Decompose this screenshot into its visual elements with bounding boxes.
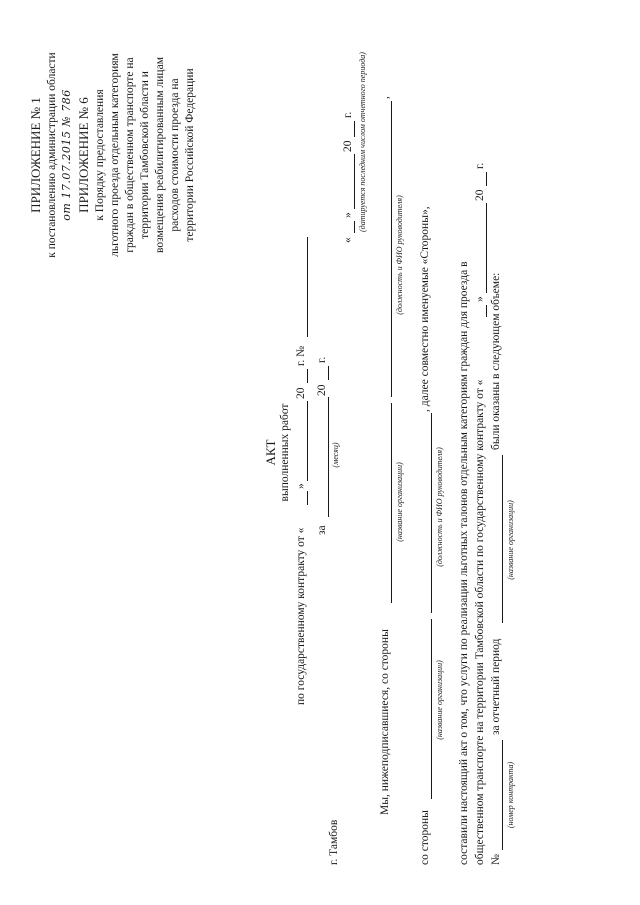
date-year-blank <box>354 121 355 137</box>
contract-number-label: г. № <box>295 345 307 366</box>
act-statement-line1: составили настоящий акт о том, что услуги по реализации льготных талонов отдельным категориям граждан для проезда в <box>458 261 470 865</box>
contract-year-blank <box>307 369 308 383</box>
date-quote-close: » <box>342 212 354 218</box>
party2-org-blank <box>431 619 432 799</box>
period-prefix: за <box>316 525 328 535</box>
appendix6-line: к Порядку предоставления <box>94 89 106 221</box>
contract2-quote-close: » <box>474 296 486 302</box>
party1-org-caption: (название организации) <box>395 462 404 542</box>
party1-org-blank <box>391 403 392 603</box>
period-year: 20 <box>316 384 328 396</box>
party2-position-blank <box>431 413 432 613</box>
contract2-year: 20 <box>474 189 486 201</box>
period-suffix: г. <box>316 356 328 363</box>
date-month-blank <box>354 154 355 209</box>
handwritten-date-number: от 17.07.2015 № 786 <box>60 89 73 221</box>
contract-year: 20 <box>295 387 307 399</box>
party1-position-caption: (должность и ФИО руководителя) <box>395 195 404 315</box>
period-month-blank <box>328 397 329 517</box>
act-statement-line2: общественном транспорте на территории Тамбовской области по государственному контракту от « <box>474 379 486 865</box>
contract2-month-blank <box>486 203 487 293</box>
appendix6-line: территории Российской Федерации <box>184 68 196 242</box>
parties-intro: Мы, нижеподписавшиеся, со стороны <box>379 629 391 815</box>
appendix6-line: возмещения реабилитированным лицам <box>154 57 166 253</box>
contract2-day-blank <box>486 305 487 317</box>
appendix-title: ПРИЛОЖЕНИЕ № 1 <box>28 97 43 213</box>
appendix6-line: территории Тамбовской области и <box>139 71 151 239</box>
act-title: АКТ <box>263 439 278 466</box>
contract-quote-close: » <box>295 483 307 489</box>
act-subtitle: выполненных работ <box>279 403 291 502</box>
parties-conclusion: , далее совместно именуемые «Стороны», <box>419 206 431 412</box>
contract2-number-label: № <box>490 854 502 865</box>
party2-position-caption: (должность и ФИО руководителя) <box>435 447 444 567</box>
reporting-org-blank <box>502 455 503 623</box>
appendix6-line: льготного проезда отдельным категориям <box>109 53 121 257</box>
contract2-number-blank <box>502 740 503 850</box>
party1-comma: , <box>379 96 391 99</box>
contract2-suffix: г. <box>474 162 486 169</box>
appendix6-line: граждан в общественном транспорте на <box>124 57 136 253</box>
contract-day-blank <box>307 491 308 505</box>
party2-intro: со стороны <box>419 810 431 865</box>
reporting-period-label: за отчетный период <box>490 638 502 735</box>
party2-org-caption: (название организации) <box>435 660 444 740</box>
date-day-blank <box>354 221 355 233</box>
appendix-resolution-line: к постановлению администрации области <box>46 52 58 258</box>
date-quote-open: « <box>342 237 354 243</box>
party1-position-blank <box>391 101 392 397</box>
contract2-year-blank <box>486 172 487 186</box>
contract-month-blank <box>307 401 308 481</box>
date-year-suffix: г. <box>342 111 354 118</box>
contract-line <box>295 528 307 705</box>
city-label: г. Тамбов <box>328 819 340 865</box>
appendix6-title: ПРИЛОЖЕНИЕ № 6 <box>76 97 91 213</box>
contract-prefix: по государственному контракту от « <box>295 527 307 705</box>
contract-number-caption: (номер контракта) <box>506 761 515 829</box>
date-caption: (датируется последним числом отчетного периода) <box>358 52 367 232</box>
appendix6-text <box>93 5 198 305</box>
services-volume-label: были оказаны в следующем объеме: <box>490 272 502 450</box>
contract-number-blank <box>307 237 308 337</box>
date-year: 20 <box>342 140 354 152</box>
reporting-org-caption: (название организации) <box>506 500 515 580</box>
period-year-blank <box>328 366 329 380</box>
appendix6-line: расходов стоимости проезда на <box>169 78 181 232</box>
month-caption: (месяц) <box>331 442 340 468</box>
